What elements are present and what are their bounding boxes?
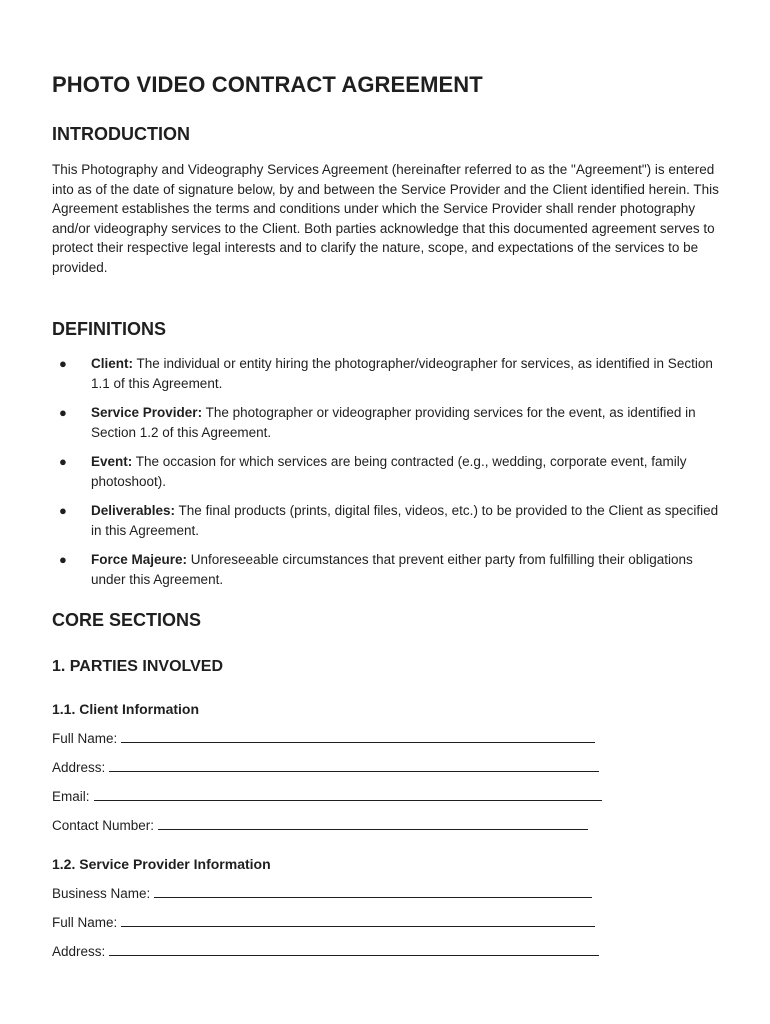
field-label: Business Name: xyxy=(52,886,151,901)
definition-term: Client: xyxy=(91,356,133,371)
email-blank[interactable] xyxy=(94,787,602,801)
bullet-icon: ● xyxy=(59,503,67,518)
definition-item xyxy=(52,403,722,442)
definition-term: Force Majeure: xyxy=(91,552,188,567)
bullet-icon: ● xyxy=(59,552,67,567)
definition-term: Event: xyxy=(91,454,133,469)
definition-term: Deliverables: xyxy=(91,503,176,518)
client-full-name-field[interactable] xyxy=(52,729,595,748)
contact-number-blank[interactable] xyxy=(158,816,588,830)
provider-business-name-field[interactable] xyxy=(52,884,592,903)
client-address-field[interactable] xyxy=(52,758,599,777)
field-label: Address: xyxy=(52,760,106,775)
introduction-heading: INTRODUCTION xyxy=(52,124,190,144)
definitions-list xyxy=(52,354,722,599)
field-label: Full Name: xyxy=(52,915,118,930)
parties-involved-heading: 1. PARTIES INVOLVED xyxy=(52,658,223,675)
business-name-blank[interactable] xyxy=(154,884,592,898)
bullet-icon: ● xyxy=(59,405,67,420)
field-label: Address: xyxy=(52,944,106,959)
address-blank[interactable] xyxy=(109,942,599,956)
field-label: Contact Number: xyxy=(52,818,155,833)
service-provider-information-heading: 1.2. Service Provider Information xyxy=(52,856,271,872)
definition-text: Unforeseeable circumstances that prevent either party from fulfilling their obligations under this Agreement. xyxy=(91,552,693,587)
definition-text: The occasion for which services are being contracted (e.g., wedding, corporate event, family photoshoot). xyxy=(91,454,687,489)
introduction-paragraph: This Photography and Videography Services Agreement (hereinafter referred to as the "Agreement") is entered into as of the date of signature below, by and between the Service Provider and the Client identified herein. This Agreement establishes the terms and conditions under which the Service Provider shall render photography and/or videography services to the Client. Both parties acknowledge that this documented agreement serves to protect their respective legal interests and to clarify the nature, scope, and expectations of the services to be provided. xyxy=(52,162,719,275)
full-name-blank[interactable] xyxy=(121,729,595,743)
definition-term: Service Provider: xyxy=(91,405,203,420)
field-label: Email: xyxy=(52,789,90,804)
address-blank[interactable] xyxy=(109,758,599,772)
definition-item xyxy=(52,501,722,540)
client-email-field[interactable] xyxy=(52,787,602,806)
bullet-icon: ● xyxy=(59,356,67,371)
definition-text: The final products (prints, digital files, videos, etc.) to be provided to the Client as specified in this Agreement. xyxy=(91,503,719,538)
client-contact-number-field[interactable] xyxy=(52,816,588,835)
definition-text: The photographer or videographer providing services for the event, as identified in Section 1.2 of this Agreement. xyxy=(91,405,696,440)
definition-item xyxy=(52,550,722,589)
document-title: PHOTO VIDEO CONTRACT AGREEMENT xyxy=(52,72,483,97)
definition-item xyxy=(52,354,722,393)
bullet-icon: ● xyxy=(59,454,67,469)
definitions-heading: DEFINITIONS xyxy=(52,319,167,339)
full-name-blank[interactable] xyxy=(121,913,595,927)
definition-item xyxy=(52,452,722,491)
definition-text: The individual or entity hiring the photographer/videographer for services, as identified in Section 1.1 of this Agreement. xyxy=(91,356,713,391)
core-sections-heading: CORE SECTIONS xyxy=(52,610,202,630)
provider-full-name-field[interactable] xyxy=(52,913,595,932)
provider-address-field[interactable] xyxy=(52,942,599,961)
field-label: Full Name: xyxy=(52,731,118,746)
client-information-heading: 1.1. Client Information xyxy=(52,701,200,717)
